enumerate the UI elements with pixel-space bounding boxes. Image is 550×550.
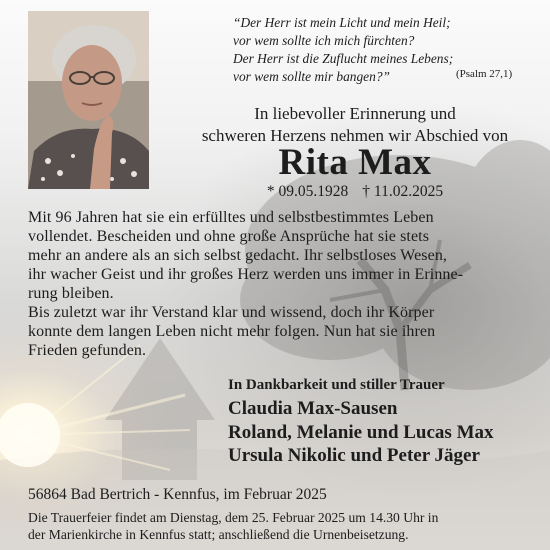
paragraph-line: ihr wacher Geist und ihr großes Herz werden uns immer in Erinne- (28, 266, 464, 283)
intro-line-2: schweren Herzens nehmen wir Abschied von (201, 125, 509, 145)
tribute-paragraph-2 (28, 303, 435, 360)
paragraph-line: vollendet. Bescheiden und ohne große Ansprüche hat sie stets (28, 228, 430, 245)
mourner-name: Roland, Melanie und Lucas Max (228, 421, 494, 443)
paragraph-line: konnte dem langen Leben nicht mehr folgen. Nun hat sie ihren (28, 323, 436, 340)
deceased-name: Rita Max (278, 142, 432, 183)
funeral-line: Die Trauerfeier findet am Dienstag, dem 25. Februar 2025 um 14.30 Uhr in (28, 510, 439, 525)
mourners-intro: In Dankbarkeit und stiller Trauer (228, 377, 445, 393)
birth-date: * 09.05.1928 (266, 183, 349, 200)
intro-line-1: In liebevoller Erinnerung und (254, 104, 456, 123)
place-and-date: 56864 Bad Bertrich - Kennfus, im Februar 2025 (28, 486, 327, 503)
mourner-name: Ursula Nikolic und Peter Jäger (228, 445, 480, 466)
bible-quote (233, 14, 453, 86)
portrait-photo (28, 11, 149, 189)
mourner-name: Claudia Max-Sausen (228, 398, 398, 419)
paragraph-line: Frieden gefunden. (28, 342, 147, 359)
paragraph-line: Bis zuletzt war ihr Verstand klar und wissend, doch ihr Körper (28, 304, 435, 321)
quote-line: vor wem sollte mir bangen?” (233, 69, 390, 84)
funeral-line: der Marienkirche in Kennfus statt; anschließend die Urnenbeisetzung. (28, 527, 409, 542)
mourners-list (228, 397, 494, 468)
paragraph-line: Mit 96 Jahren hat sie ein erfülltes und selbstbestimmtes Leben (28, 209, 434, 226)
funeral-notice (28, 509, 438, 543)
quote-line: vor wem sollte ich mich fürchten? (233, 33, 415, 48)
quote-line: Der Herr ist die Zuflucht meines Lebens; (233, 51, 454, 66)
quote-source: (Psalm 27,1) (456, 68, 513, 80)
paragraph-line: rung bleiben. (28, 285, 114, 302)
life-dates (160, 182, 550, 202)
paragraph-line: mehr an andere als an sich selbst gedacht. Ihr selbstloses Wesen, (28, 247, 448, 264)
quote-line: “Der Herr ist mein Licht und mein Heil; (233, 15, 451, 30)
death-date: † 11.02.2025 (362, 183, 444, 200)
tribute-paragraph-1 (28, 208, 463, 303)
farewell-intro (160, 103, 550, 146)
